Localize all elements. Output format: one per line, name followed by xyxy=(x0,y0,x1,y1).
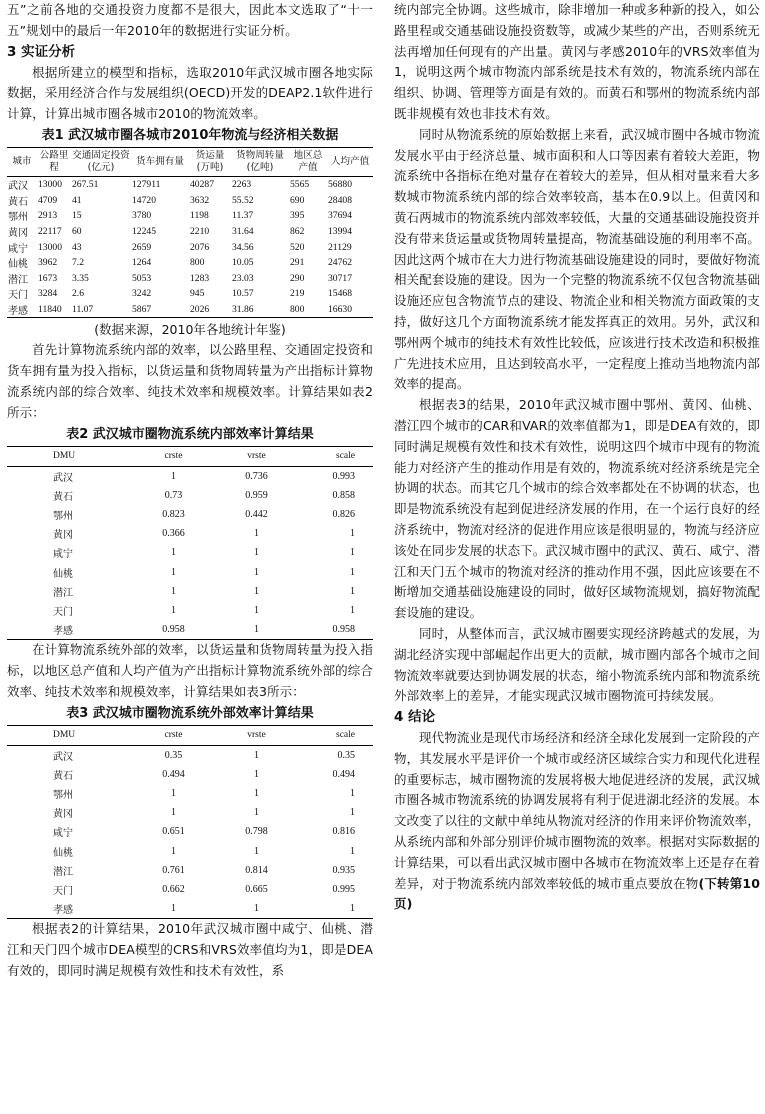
table-cell-value: 0.995 xyxy=(332,884,355,895)
table-cell-value: 13000 xyxy=(38,179,62,191)
table-cell-value: 1 xyxy=(254,788,259,800)
table-cell-value: 55.52 xyxy=(232,194,254,206)
table-cell-value: 31.86 xyxy=(232,304,254,316)
table-row xyxy=(7,486,373,505)
table-cell-value: 3632 xyxy=(190,194,210,206)
table-cell-value: 127911 xyxy=(132,179,161,191)
table-cell-value: 0.858 xyxy=(332,489,355,501)
table-1 xyxy=(7,147,373,318)
table-row xyxy=(7,765,373,784)
table-cell-value: 862 xyxy=(290,226,305,238)
table-cell-value: 1198 xyxy=(190,210,209,222)
table-cell-value: 1 xyxy=(350,528,355,540)
right-paragraph-1: 统内部完全协调。这些城市，除非增加一种或多种新的投入，如公路里程或交通基础设施投资数等，或减少某些的产出，否则系统无法再增加任何现有的产出量。黄冈与孝感2010年的VRS效率值为1，说明这两个城市物流内部系统是技术有效的，物流系统内部在组织、协调、管理等方面是有效的。而黄石和鄂州的物流系统内部既非规模有效也非技术有效。 xyxy=(394,2,760,121)
table-row xyxy=(7,880,373,899)
table-cell-city: 黄冈 xyxy=(53,809,73,821)
table-cell-value: 1 xyxy=(350,604,355,616)
table-cell-value: 11.07 xyxy=(72,304,94,316)
paragraph-after-table-2: 在计算物流系统外部的效率，以货运量和货物周转量为投入指标，以地区总产值和人均产值为产出指标计算物流系统外部的综合效率、纯技术效率和规模效率，计算结果如表3所示： xyxy=(7,642,373,699)
table-cell-value: 10.57 xyxy=(232,288,254,300)
table-cell-city: 武汉 xyxy=(8,181,28,193)
table-cell-value: 1 xyxy=(171,470,176,482)
table-cell-city: 孝感 xyxy=(53,626,73,638)
right-column xyxy=(394,0,760,915)
table-cell-value: 0.826 xyxy=(332,508,355,520)
table-cell-value: 1 xyxy=(350,547,355,559)
table-cell-value: 1 xyxy=(254,566,259,578)
table-cell-city: 天门 xyxy=(53,606,73,618)
table-cell-value: 40287 xyxy=(190,179,214,191)
table-cell-value: 1 xyxy=(350,788,355,800)
table-cell-value: 1 xyxy=(350,585,355,597)
table-cell-value: 0.736 xyxy=(245,470,268,482)
table-cell-value: 2659 xyxy=(132,241,152,253)
table-cell-value: 0.814 xyxy=(245,864,268,876)
t3-header-cell: scale xyxy=(298,725,373,745)
table-cell-value: 21129 xyxy=(328,241,352,253)
table-cell-city: 鄂州 xyxy=(8,212,28,224)
table-cell-value: 24762 xyxy=(328,257,352,269)
t1-header-cell: 货车拥有量 xyxy=(131,147,189,176)
table-cell-city: 咸宁 xyxy=(8,243,28,255)
t1-header-cell: 交通固定投资(亿元) xyxy=(71,147,131,176)
table-cell-value: 0.494 xyxy=(332,768,355,780)
table-cell-value: 1 xyxy=(350,845,355,857)
table-cell-city: 潜江 xyxy=(53,866,73,878)
table-cell-value: 0.958 xyxy=(332,624,355,636)
t1-header-cell: 公路里程 xyxy=(37,147,71,176)
table-cell-city: 孝感 xyxy=(53,905,73,917)
table-cell-value: 0.662 xyxy=(162,884,185,895)
table-cell-value: 1673 xyxy=(38,272,58,284)
table-cell-city: 仙桃 xyxy=(8,259,28,271)
table-cell-value: 0.958 xyxy=(162,624,185,636)
table-cell-city: 黄石 xyxy=(53,770,73,782)
t1-header-cell: 城市 xyxy=(7,147,37,176)
table-cell-value: 1 xyxy=(254,585,259,597)
table-cell-value: 1 xyxy=(171,604,176,616)
table-cell-value: 1 xyxy=(254,528,259,540)
paragraph-after-table-1: 首先计算物流系统内部的效率，以公路里程、交通固定投资和货车拥有量为投入指标，以货运量和货物周转量为产出指标计算物流系统内部的综合效率、纯技术效率和规模效率。计算结果如表2所示： xyxy=(7,342,373,420)
table-cell-city: 仙桃 xyxy=(53,847,73,859)
table-cell-value: 800 xyxy=(190,257,205,269)
table-cell-value: 1 xyxy=(254,807,259,819)
table-row xyxy=(7,224,373,240)
table-cell-value: 1 xyxy=(254,768,259,780)
table-cell-value: 2.6 xyxy=(72,288,84,300)
table-cell-value: 5565 xyxy=(290,179,310,191)
t2-header-cell: crste xyxy=(132,446,215,466)
table-row xyxy=(7,745,373,765)
table-cell-value: 2210 xyxy=(190,226,210,238)
table-cell-city: 黄石 xyxy=(53,491,73,503)
table-cell-value: 0.935 xyxy=(332,864,355,876)
table-cell-value: 267.51 xyxy=(72,179,99,191)
table-row xyxy=(7,620,373,640)
table-cell-value: 219 xyxy=(290,288,305,300)
table-cell-value: 0.816 xyxy=(332,826,355,838)
table-cell-value: 0.959 xyxy=(245,489,268,501)
table-row xyxy=(7,601,373,620)
table-cell-value: 5053 xyxy=(132,272,152,284)
table-cell-value: 0.35 xyxy=(164,749,183,761)
table-row xyxy=(7,842,373,861)
table-cell-value: 0.494 xyxy=(162,768,185,780)
table-cell-value: 1 xyxy=(350,566,355,578)
left-column xyxy=(7,0,373,982)
table-cell-value: 1 xyxy=(254,903,259,915)
table-cell-value: 1 xyxy=(171,566,176,578)
t2-header-cell: DMU xyxy=(7,446,132,466)
table-cell-value: 290 xyxy=(290,272,305,284)
table-cell-value: 34.56 xyxy=(232,241,254,253)
table-cell-value: 28408 xyxy=(328,194,352,206)
t1-header-cell: 货运量(万吨) xyxy=(189,147,231,176)
t1-header-cell: 人均产值 xyxy=(327,147,373,176)
table-cell-value: 4709 xyxy=(38,194,58,206)
table-1-source: (数据来源，2010年各地统计年鉴) xyxy=(94,322,286,338)
table-cell-city: 黄冈 xyxy=(8,228,28,240)
table-cell-value: 56880 xyxy=(328,179,352,191)
table-cell-value: 395 xyxy=(290,210,305,222)
table-cell-city: 鄂州 xyxy=(53,510,73,522)
table-cell-city: 武汉 xyxy=(53,751,73,763)
table-cell-value: 5867 xyxy=(132,304,152,316)
table-1-caption: 表1 武汉城市圈各城市2010年物流与经济相关数据 xyxy=(41,127,339,143)
table-cell-value: 16630 xyxy=(328,304,352,316)
table-row xyxy=(7,861,373,880)
table-1-header-row xyxy=(7,147,373,176)
right-paragraph-3: 根据表3的结果，2010年武汉城市圈中鄂州、黄冈、仙桃、潜江四个城市的CAR和VAR的效率值都为1，即是DEA有效的，即同时满足规模有效性和技术有效性，说明这四个城市中现有的物流能力对经济产生的推动作用是有效的，物流系统对经济系统是完全协调的状态。而其它几个城市的综合效率都处在不协调的状态，也即是物流系统没有起到促进经济发展的作用，在一个运行良好的经济系统中，物流对经济的促进作用应该是很明显的，物流与经济应该处在同步发展的状态下。武汉城市圈中的武汉、黄石、咸宁、潜江和天门五个城市的物流对经济的推动作用不强，因此应该要在不断增加交通基础设施建设的同时，做好区域物流规划，搞好物流配套设施的建设。 xyxy=(394,397,760,621)
table-cell-value: 1 xyxy=(254,547,259,559)
table-cell-value: 11.37 xyxy=(232,210,254,222)
table-row xyxy=(7,899,373,919)
table-cell-value: 1283 xyxy=(190,272,210,284)
table-cell-value: 15468 xyxy=(328,288,352,300)
table-row xyxy=(7,822,373,841)
table-2-caption: 表2 武汉城市圈物流系统内部效率计算结果 xyxy=(66,426,314,442)
table-cell-city: 武汉 xyxy=(53,472,73,484)
table-row xyxy=(7,239,373,255)
t1-header-cell: 地区总产值 xyxy=(289,147,327,176)
table-cell-value: 291 xyxy=(290,257,305,269)
table-cell-value: 43 xyxy=(72,241,82,253)
table-cell-value: 13000 xyxy=(38,241,62,253)
table-cell-value: 3.35 xyxy=(72,272,89,284)
table-row xyxy=(7,271,373,287)
section-4-title: 4 结论 xyxy=(394,709,436,726)
table-cell-city: 孝感 xyxy=(8,306,28,318)
t2-header-cell: scale xyxy=(298,446,373,466)
section-3-paragraph: 根据所建立的模型和指标，选取2010年武汉城市圈各地实际数据，采用经济合作与发展组织(OECD)开发的DEAP2.1软件进行计算，计算出城市圈各城市2010的物流效率。 xyxy=(7,64,373,122)
table-cell-value: 13994 xyxy=(328,226,352,238)
table-cell-value: 41 xyxy=(72,194,82,206)
table-cell-value: 1 xyxy=(254,624,259,636)
table-row xyxy=(7,562,373,581)
table-cell-city: 黄冈 xyxy=(53,530,73,542)
table-cell-value: 0.798 xyxy=(245,826,268,838)
table-cell-city: 潜江 xyxy=(53,587,73,599)
table-cell-value: 1 xyxy=(171,903,176,915)
table-3-header-row xyxy=(7,725,373,745)
table-row xyxy=(7,302,373,318)
table-cell-value: 12245 xyxy=(132,226,156,238)
table-cell-city: 仙桃 xyxy=(53,568,73,580)
table-cell-value: 800 xyxy=(290,304,305,316)
table-cell-value: 945 xyxy=(190,288,205,300)
table-cell-value: 3284 xyxy=(38,288,58,300)
conclusion-text: 现代物流业是现代市场经济和经济全球化发展到一定阶段的产物，其发展水平是评价一个城市或经济区域综合实力和现代化进程的重要标志，城市圈物流的发展将极大地促进经济的发展，武汉城市圈各城市物流系统的协调发展将有利于促进湖北经济的发展。本文改变了以往的文献中单纯从物流对经济的作用来评价物流效率，从系统内部和外部分别评价城市圈物流的效率。根据对实际数据的计算结果，可以看出武汉城市圈中各城市在物流效率上还是存在着差异，对于物流系统内部效率较低的城市重点要放在物 xyxy=(394,730,760,891)
paragraph-after-table-3: 根据表2的计算结果，2010年武汉城市圈中咸宁、仙桃、潜江和天门四个城市DEA模型的CRS和VRS效率值均为1，即是DEA有效的，即同时满足规模有效性和技术有效性，系 xyxy=(7,921,373,978)
table-cell-value: 1 xyxy=(350,903,355,915)
table-row xyxy=(7,208,373,224)
t2-header-cell: vrste xyxy=(215,446,298,466)
table-2-header-row xyxy=(7,446,373,466)
table-row xyxy=(7,543,373,562)
table-row xyxy=(7,466,373,486)
t3-header-cell: DMU xyxy=(7,725,132,745)
table-cell-value: 2913 xyxy=(38,210,58,222)
table-row xyxy=(7,582,373,601)
table-row xyxy=(7,193,373,209)
table-cell-value: 520 xyxy=(290,241,305,253)
table-row xyxy=(7,286,373,302)
table-cell-value: 14720 xyxy=(132,194,156,206)
table-cell-value: 0.35 xyxy=(337,749,355,761)
table-cell-value: 60 xyxy=(72,226,82,238)
table-cell-value: 2076 xyxy=(190,241,210,253)
table-row xyxy=(7,524,373,543)
table-cell-city: 潜江 xyxy=(8,274,28,286)
table-cell-value: 1264 xyxy=(132,257,152,269)
table-cell-value: 1 xyxy=(171,788,176,800)
conclusion-paragraph xyxy=(394,728,760,915)
t3-header-cell: crste xyxy=(132,725,215,745)
table-cell-value: 37694 xyxy=(328,210,352,222)
table-cell-value: 23.03 xyxy=(232,272,254,284)
table-row xyxy=(7,255,373,271)
table-row xyxy=(7,803,373,822)
table-cell-value: 2263 xyxy=(232,179,252,191)
table-cell-value: 0.665 xyxy=(245,884,268,895)
table-cell-value: 1 xyxy=(171,585,176,597)
table-cell-city: 天门 xyxy=(8,290,28,302)
table-cell-value: 3242 xyxy=(132,288,152,300)
table-cell-city: 天门 xyxy=(53,886,73,897)
table-cell-value: 3962 xyxy=(38,257,58,269)
section-3-title: 3 实证分析 xyxy=(7,43,76,60)
right-paragraph-2: 同时从物流系统的原始数据上来看，武汉城市圈中各城市物流发展水平由于经济总量、城市面积和人口等因素有着较大差距，物流系统中各指标在绝对量存在着较大的差异，但从相对量来看大多数城市物流系统内部的综合效率较高，基本在0.9以上。但黄冈和黄石两城市的物流系统内部效率较低，大量的交通基础设施投资并没有带来货运量或货物周转量提高，物流基础设施的利用率不高。因此这两个城市在大力进行物流基础设施建设的同时，要做好物流相关配套设施的建设。因为一个完整的物流系统不仅包含物流基础设施还应包含物流节点的建设、物流企业和相关物流方面政策的支持，做好这几个方面物流系统才能发挥真正的效用。另外，武汉和鄂州两个城市的纯技术有效性比较低，应该进行技术改造和积极推广先进技术应用，且达到较高水平，一定程度上推动当地物流内部效率的提高。 xyxy=(394,126,760,392)
table-row xyxy=(7,176,373,192)
table-cell-value: 0.442 xyxy=(245,508,268,520)
table-cell-value: 22117 xyxy=(38,226,62,238)
table-cell-value: 10.05 xyxy=(232,257,254,269)
table-cell-value: 1 xyxy=(254,604,259,616)
right-paragraph-4: 同时，从整体而言，武汉城市圈要实现经济跨越式的发展，为湖北经济实现中部崛起作出更大的贡献，城市圈内部各个城市之间物流效率就要达到协调发展的状态，缩小物流系统内部和物流系统外部效率上的差异，才能实现武汉城市圈物流可持续发展。 xyxy=(394,625,760,704)
t3-header-cell: vrste xyxy=(215,725,298,745)
t1-header-cell: 货物周转量(亿吨) xyxy=(231,147,289,176)
table-cell-value: 31.64 xyxy=(232,226,254,238)
table-cell-value: 11840 xyxy=(38,304,62,316)
table-2 xyxy=(7,446,373,641)
continued-note: (下转第10页) xyxy=(394,875,760,912)
intro-paragraph: 五”之前各地的交通投资力度都不是很大，因此本文选取了“十一五”规划中的最后一年2010年的数据进行实证分析。 xyxy=(7,2,373,38)
table-cell-value: 0.366 xyxy=(162,528,185,540)
table-cell-value: 1 xyxy=(254,749,259,761)
table-row xyxy=(7,784,373,803)
table-cell-value: 0.761 xyxy=(162,864,185,876)
table-3-caption: 表3 武汉城市圈物流系统外部效率计算结果 xyxy=(66,705,314,721)
table-cell-value: 1 xyxy=(254,845,259,857)
table-cell-value: 0.651 xyxy=(162,826,185,838)
table-cell-value: 690 xyxy=(290,194,305,206)
table-cell-value: 1 xyxy=(350,807,355,819)
table-cell-value: 7.2 xyxy=(72,257,84,269)
table-cell-value: 0.993 xyxy=(332,470,355,482)
table-cell-value: 1 xyxy=(171,807,176,819)
table-cell-value: 1 xyxy=(171,845,176,857)
table-cell-value: 0.823 xyxy=(162,508,185,520)
table-cell-city: 鄂州 xyxy=(53,790,73,802)
table-row xyxy=(7,505,373,524)
table-3 xyxy=(7,725,373,920)
table-cell-value: 1 xyxy=(171,547,176,559)
table-cell-city: 黄石 xyxy=(8,196,28,208)
table-cell-city: 咸宁 xyxy=(53,549,73,561)
table-cell-value: 0.73 xyxy=(164,489,183,501)
table-cell-city: 咸宁 xyxy=(53,828,73,840)
table-cell-value: 15 xyxy=(72,210,82,222)
table-cell-value: 2026 xyxy=(190,304,210,316)
table-cell-value: 3780 xyxy=(132,210,152,222)
table-cell-value: 30717 xyxy=(328,272,352,284)
